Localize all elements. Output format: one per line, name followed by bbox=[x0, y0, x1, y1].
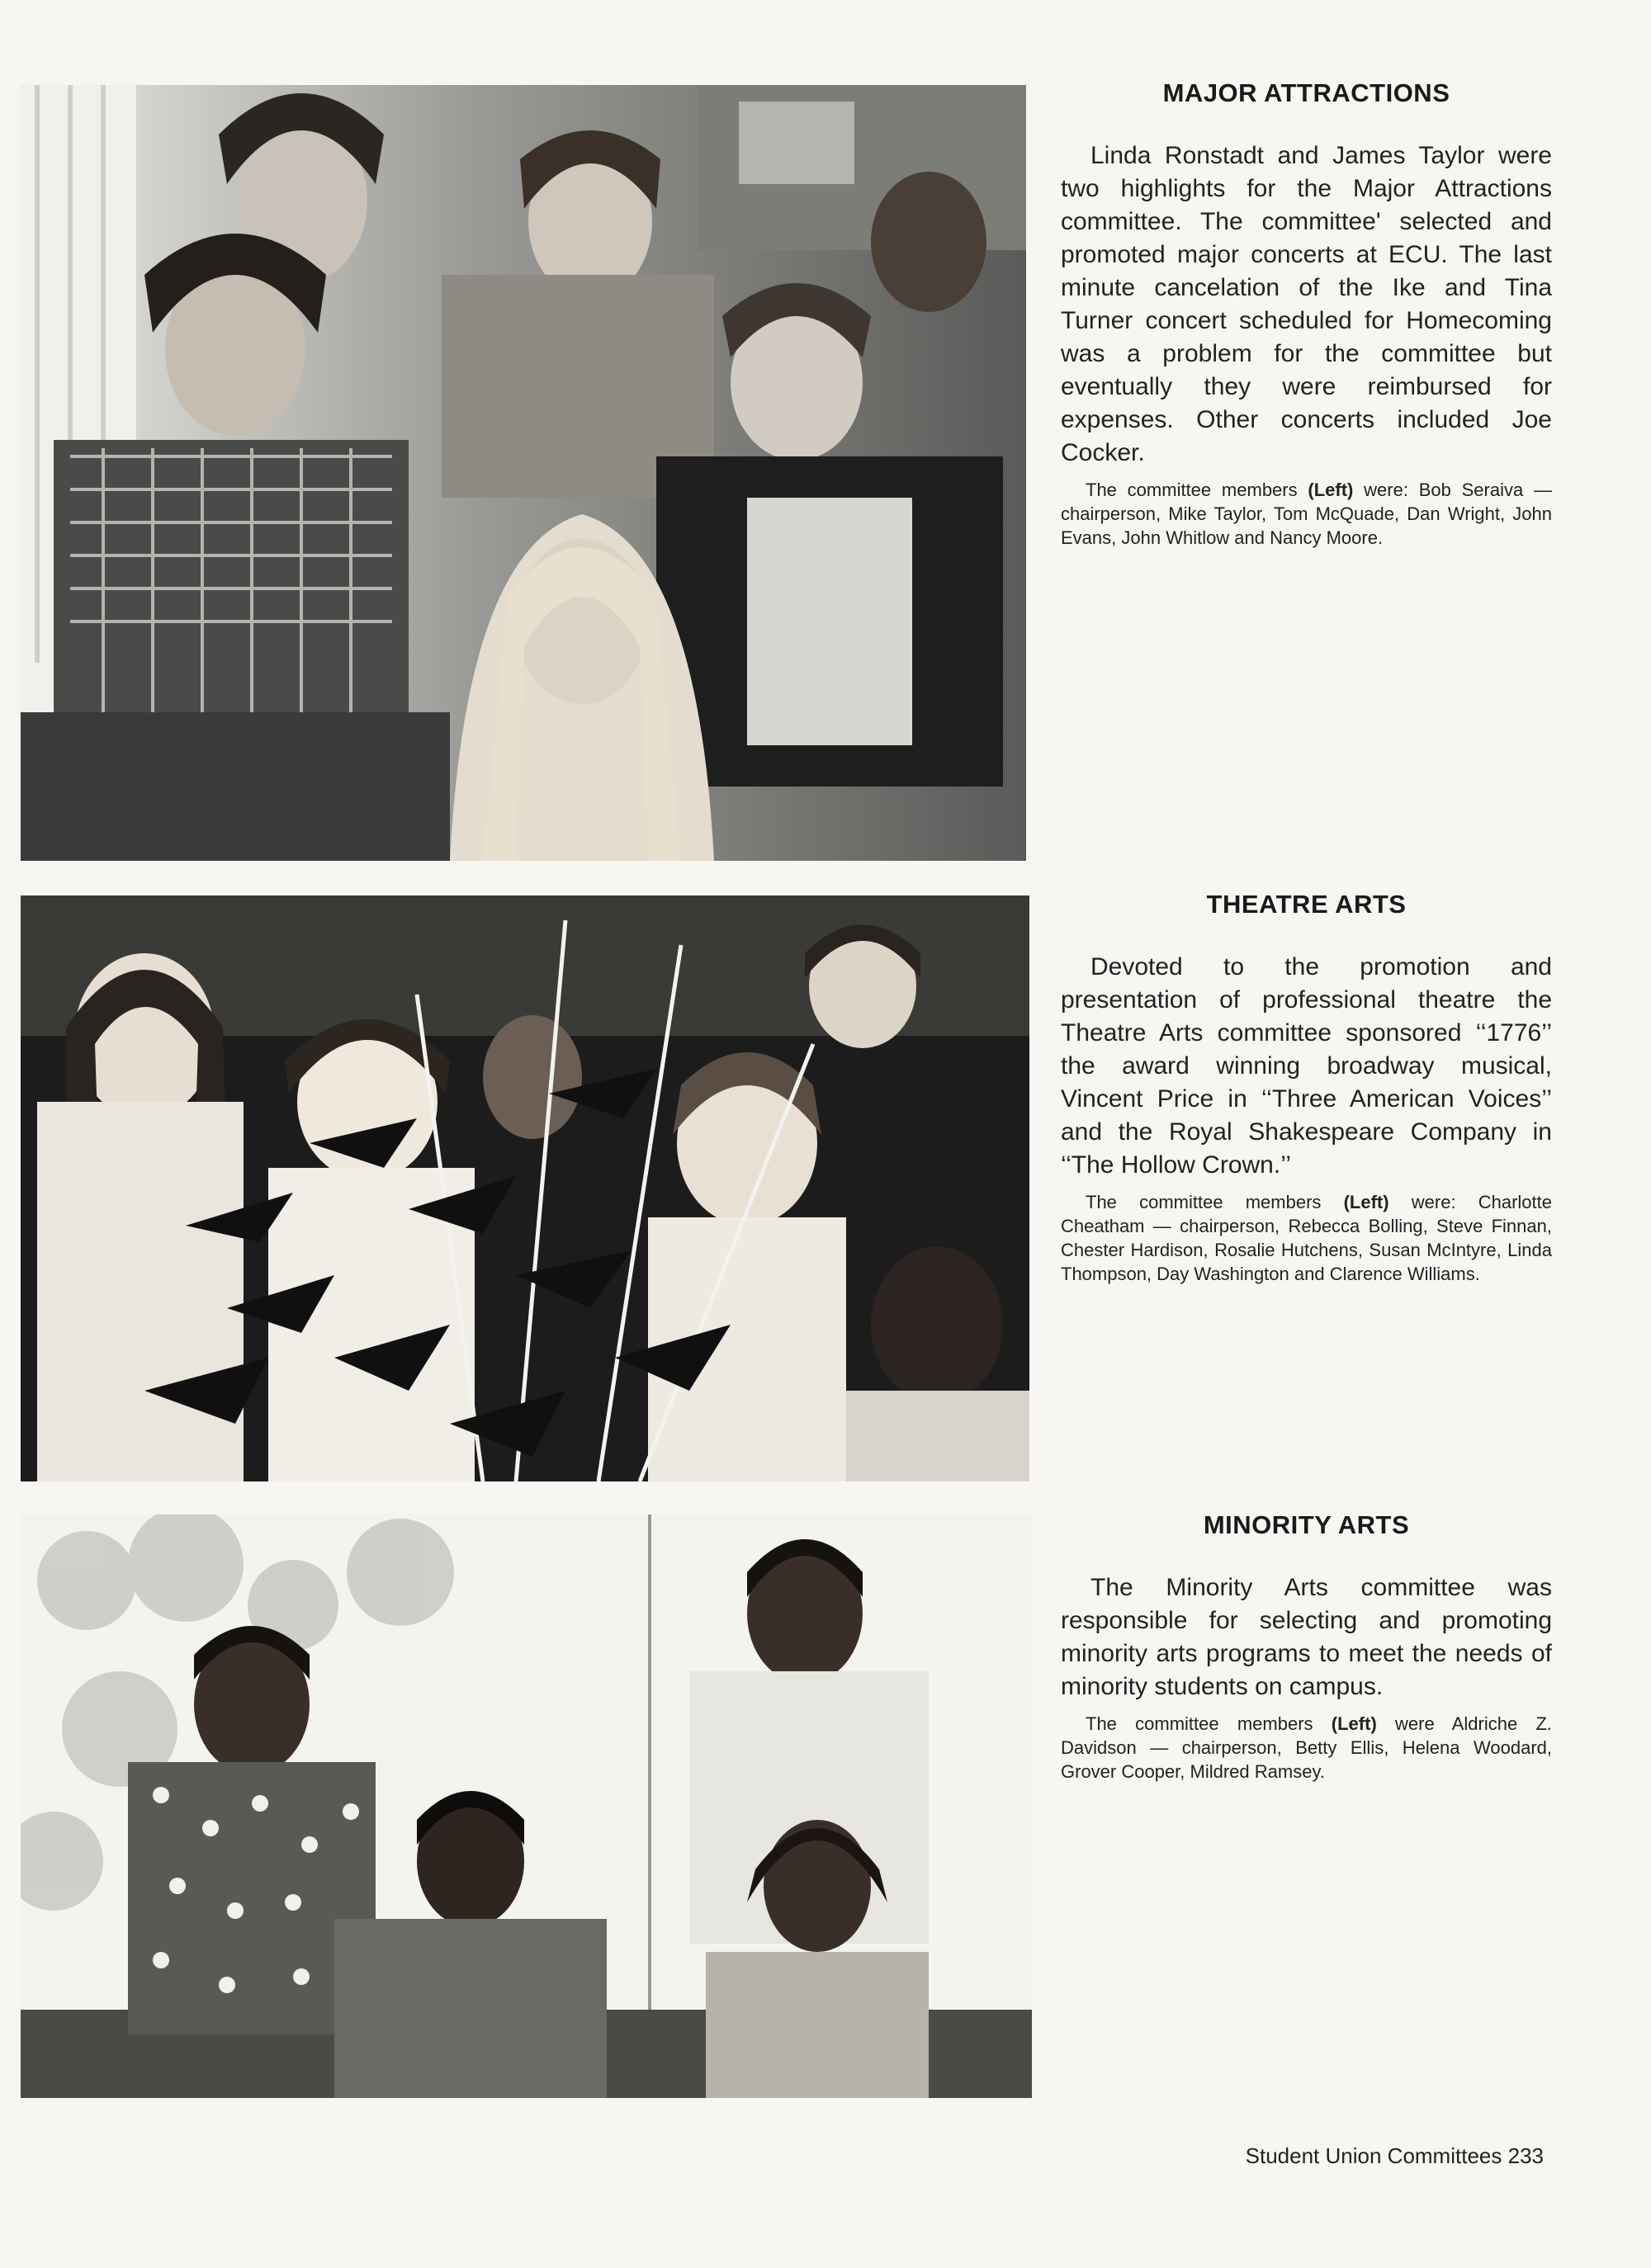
caption-left-label: (Left) bbox=[1331, 1713, 1377, 1734]
caption-left-label: (Left) bbox=[1308, 480, 1354, 500]
section-heading: THEATRE ARTS bbox=[1206, 890, 1407, 919]
caption-text: were: Bob Seraiva — chairperson, Mike Taylor, Tom McQuade, Dan Wright, John Evans, John Whitlow and Nancy Moore. bbox=[1061, 480, 1553, 548]
major-attractions-section bbox=[1061, 78, 1552, 550]
footer-label: Student Union Committees bbox=[1245, 2143, 1502, 2168]
theatre-arts-photo bbox=[21, 895, 1029, 1481]
caption-text: The committee members bbox=[1086, 1192, 1344, 1212]
page-footer bbox=[1246, 2143, 1544, 2169]
minority-arts-photo bbox=[21, 1514, 1032, 2098]
section-body: Devoted to the promotion and presentation of professional theatre the Theatre Arts committee sponsored ‘‘1776’’ the award winning broadway musical, Vincent Price in ‘‘Three American Voices’’ and the Royal Shakespeare Company in ‘‘The Hollow Crown.’’ bbox=[1061, 953, 1552, 1179]
caption-text: The committee members bbox=[1086, 480, 1308, 500]
section-caption bbox=[1061, 1190, 1552, 1286]
section-body: The Minority Arts committee was responsible for selecting and promoting minority arts programs to meet the needs of minority students on campus. bbox=[1061, 1574, 1552, 1700]
caption-text: The committee members bbox=[1086, 1713, 1332, 1734]
theatre-arts-section bbox=[1061, 890, 1552, 1286]
caption-text: were: Charlotte Cheatham — chairperson, Rebecca Bolling, Steve Finnan, Chester Hardison, Rosalie Hutchens, Susan McIntyre, Linda Thompson, Day Washington and Clarence Williams. bbox=[1061, 1192, 1552, 1284]
caption-text: were Aldriche Z. Davidson — chairperson, Betty Ellis, Helena Woodard, Grover Cooper, Mildred Ramsey. bbox=[1061, 1713, 1553, 1782]
page-number: 233 bbox=[1507, 2143, 1544, 2168]
caption-left-label: (Left) bbox=[1343, 1192, 1389, 1212]
section-caption bbox=[1061, 478, 1552, 550]
minority-arts-section bbox=[1061, 1510, 1552, 1784]
section-heading: MINORITY ARTS bbox=[1203, 1510, 1410, 1539]
major-attractions-photo bbox=[21, 85, 1026, 861]
section-body: Linda Ronstadt and James Taylor were two highlights for the Major Attractions committee. The committee' selected and promoted major concerts at ECU. The last minute cancelation of the Ike and Tina Turner concert scheduled for Homecoming was a problem for the committee but eventually they were reimbursed for expenses. Other concerts included Joe Cocker. bbox=[1061, 142, 1552, 466]
section-heading: MAJOR ATTRACTIONS bbox=[1162, 78, 1450, 107]
section-caption bbox=[1061, 1712, 1552, 1784]
